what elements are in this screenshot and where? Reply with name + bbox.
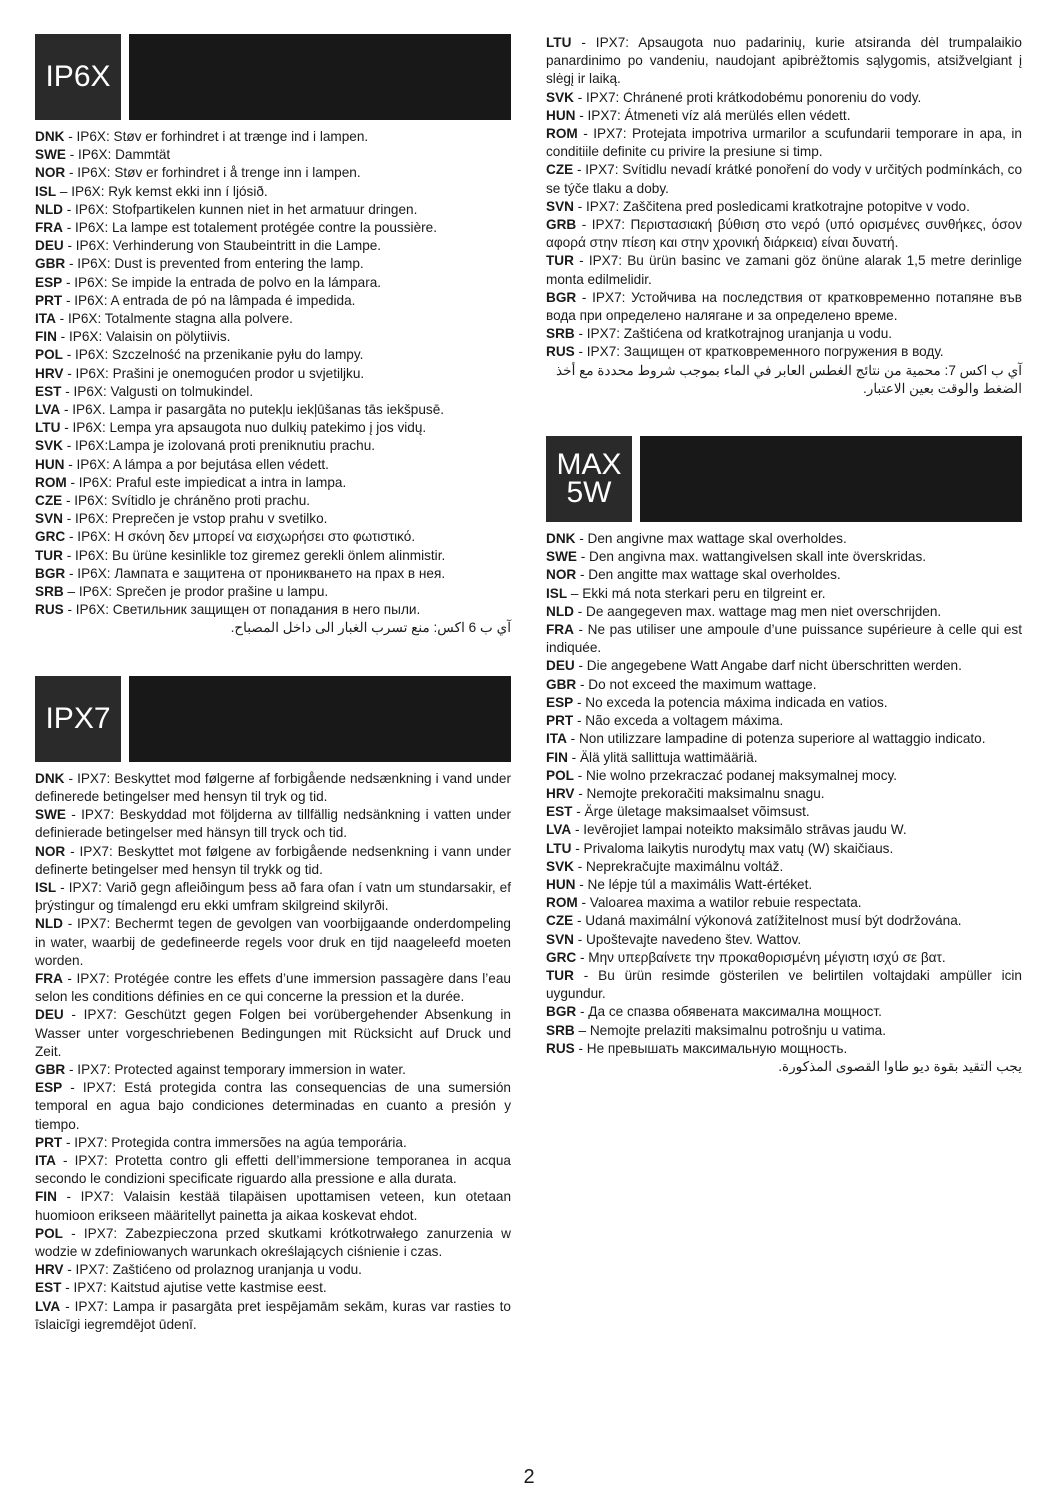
- entry-text: - IPX7: Valaisin kestää tilapäisen upottamisen veteen, kun otetaan huomioon erikseen määritellyt painetta ja aikaa koskevat ehdot.: [35, 1189, 511, 1223]
- right-column: [546, 34, 1022, 1114]
- language-entry: [546, 34, 1022, 89]
- language-entry: [35, 474, 511, 492]
- language-entry: [546, 931, 1022, 949]
- language-code: DEU: [35, 1007, 64, 1023]
- entry-text: - IP6X. Lampa ir pasargāta no putekļu iekļūšanas tās iekšpusē.: [60, 402, 445, 418]
- header-bar: [129, 34, 511, 120]
- language-code: SVN: [35, 511, 63, 527]
- entry-text: - IP6X: A lámpa a por bejutása ellen védett.: [64, 456, 329, 472]
- language-code: HUN: [546, 107, 576, 123]
- language-entry: [35, 1261, 511, 1279]
- language-entry: [35, 1298, 511, 1334]
- language-entry: [35, 310, 511, 328]
- entry-text: - IPX7: Kaitstud ajutise vette kastmise eest.: [61, 1280, 327, 1296]
- language-entry: [546, 821, 1022, 839]
- language-entry: [546, 876, 1022, 894]
- language-entry: [35, 383, 511, 401]
- language-entry: [35, 1079, 511, 1134]
- entry-text: - Ärge ületage maksimaalset võimsust.: [572, 804, 810, 820]
- entry-text: - Не превышать максимальную мощность.: [574, 1040, 848, 1056]
- language-code: BGR: [546, 1004, 577, 1020]
- language-entry: [546, 621, 1022, 657]
- language-entry: [35, 456, 511, 474]
- language-code: SWE: [546, 549, 577, 565]
- entry-text: - IPX7: Chránené proti krátkodobému ponoreniu do vody.: [573, 89, 922, 105]
- language-code: DEU: [546, 658, 575, 674]
- language-entry: [546, 198, 1022, 216]
- language-entry: [546, 125, 1022, 161]
- entry-text: - Ne pas utiliser une ampoule d’une puissance supérieure à celle qui est indiquée.: [546, 622, 1022, 656]
- entry-text: - IPX7: Varið gegn afleiðingum þess að fara ofan í vatn um stundarsakir, ef þrýstingur og tímalengd eru ekki umfram skilgreind skilyrði.: [35, 879, 511, 914]
- entry-text: - IPX7: Protetta contro gli effetti dell’immersione temporanea in acqua secondo le condizioni specificate riguardo alla pressione e alla durata.: [35, 1152, 511, 1187]
- language-entry: [35, 1152, 511, 1188]
- language-code: CZE: [546, 913, 574, 929]
- entry-text: - Udaná maximální výkonová zatížitelnost musí být dodržována.: [573, 913, 962, 929]
- language-entry: [546, 548, 1022, 566]
- language-code: DNK: [35, 770, 65, 786]
- entry-text: - Nie wolno przekraczać podanej maksymalnej mocy.: [573, 767, 898, 783]
- language-entry: [35, 201, 511, 219]
- language-entry: [35, 1225, 511, 1261]
- entry-text: - IP6X: Prašini je onemogućen prodor u svjetiljku.: [63, 365, 365, 381]
- language-entry: [546, 712, 1022, 730]
- language-entry: [546, 1022, 1022, 1040]
- max5w-section: [546, 436, 1022, 1076]
- language-entry: [546, 657, 1022, 675]
- language-entry: [35, 806, 511, 842]
- language-entry: [546, 89, 1022, 107]
- language-entry: [35, 565, 511, 583]
- entry-text: - Non utilizzare lampadine di potenza superiore al wattaggio indicato.: [566, 731, 986, 747]
- language-entry: [546, 767, 1022, 785]
- entry-text: - IPX7: Protejata impotriva urmarilor a scufundarii temporare in apa, in conditiile definite cu privire la presiune si timp.: [546, 126, 1022, 160]
- entry-text: - IP6X: Praful este impiedicat a intra in lampa.: [66, 474, 347, 490]
- language-code: NOR: [35, 165, 66, 181]
- language-entry: [35, 583, 511, 601]
- language-entry: [546, 803, 1022, 821]
- language-entry: [546, 894, 1022, 912]
- language-entry: [35, 146, 511, 164]
- language-entry: [35, 1188, 511, 1224]
- language-entry: [546, 161, 1022, 197]
- language-code: FRA: [35, 970, 63, 986]
- language-code: GRC: [546, 949, 577, 965]
- language-entry: [35, 915, 511, 970]
- entry-text: - No exceda la potencia máxima indicada en vatios.: [573, 694, 888, 710]
- language-entry: [35, 164, 511, 182]
- language-entry: [35, 346, 511, 364]
- entry-text: - Do not exceed the maximum wattage.: [576, 676, 817, 692]
- language-code: DNK: [35, 129, 65, 144]
- language-entry: [35, 1006, 511, 1061]
- language-entry: [546, 749, 1022, 767]
- language-code: HUN: [546, 876, 576, 892]
- entry-text: - IP6X: Lempa yra apsaugota nuo dulkių patekimo į jos vidų.: [60, 420, 427, 436]
- language-code: HUN: [35, 456, 65, 472]
- entry-text: - Älä ylitä sallittuja wattimääriä.: [567, 749, 758, 765]
- page-number: 2: [523, 1466, 535, 1488]
- entry-text: - Não exceda a voltagem máxima.: [573, 713, 784, 729]
- language-code: TUR: [546, 253, 574, 269]
- entry-text: – IP6X: Ryk kemst ekki inn í ljósið.: [56, 183, 268, 199]
- language-code: LTU: [546, 840, 572, 856]
- language-code: GBR: [35, 256, 66, 272]
- language-code: TUR: [35, 547, 63, 563]
- language-entry: [35, 219, 511, 237]
- language-entry: [35, 1279, 511, 1297]
- entry-text: - Μην υπερβαίνετε την προκαθορισμένη μέγιστη ισχύ σε βατ.: [576, 949, 946, 965]
- entry-text: - IPX7: Zabezpieczona przed skutkami krótkotrwałego zanurzenia w wodzie w zdefiniowanych warunkach określających ciśnienie i czas.: [35, 1225, 511, 1259]
- ipx7-label: IPX7: [35, 676, 121, 762]
- entry-text: - IP6X: Totalmente stagna alla polvere.: [55, 311, 293, 327]
- entry-text: - IP6X: Støv er forhindret i at trænge ind i lampen.: [64, 129, 369, 144]
- language-code: SVN: [546, 198, 574, 214]
- entry-text: - IPX7: Beskyttet mod følgerne af forbigående nedsænkning i vand under definerede betingelser med hensyn til tryk og tid.: [35, 770, 511, 804]
- entry-text: - IPX7: Zaštićeno od prolaznog uranjanja u vodu.: [63, 1262, 362, 1278]
- max5w-label: MAX 5W: [546, 436, 632, 522]
- language-code: LVA: [35, 1298, 61, 1314]
- language-code: CZE: [546, 162, 574, 178]
- language-entry: [35, 528, 511, 546]
- entry-text: - De aangegeven max. wattage mag men niet overschrijden.: [573, 603, 942, 619]
- entry-text: - Nemojte prekoračiti maksimalnu snagu.: [574, 785, 825, 801]
- language-entry: [546, 949, 1022, 967]
- language-entry: [35, 274, 511, 292]
- entry-text: – Ekki má nota sterkari peru en tilgreint er.: [567, 585, 826, 601]
- language-entry: [35, 328, 511, 346]
- language-code: HRV: [35, 365, 64, 381]
- language-code: DEU: [35, 238, 64, 254]
- language-entry: [35, 237, 511, 255]
- language-entry: [35, 255, 511, 273]
- language-code: SVK: [35, 438, 63, 454]
- language-entry: [35, 1061, 511, 1079]
- language-code: PRT: [35, 292, 63, 308]
- language-code: GBR: [35, 1061, 66, 1077]
- entry-text: - IP6X:Lampa je izolovaná proti preniknutiu prachu.: [62, 438, 376, 454]
- language-code: NLD: [35, 201, 63, 217]
- language-code: NOR: [35, 843, 66, 859]
- entry-text: - IPX7: Устойчива на последствия от кратковременно потапяне във вода при определено налягане и за определено време.: [546, 289, 1022, 324]
- language-code: SVK: [546, 858, 574, 874]
- ipx7-header: [35, 676, 511, 762]
- entry-text: - IP6X: Støv er forhindret i å trenge inn i lampen.: [65, 165, 361, 181]
- language-code: FIN: [35, 329, 57, 345]
- entry-text: - IP6X: Preprečen je vstop prahu v svetilko.: [62, 511, 328, 527]
- entry-text: - IPX7: Está protegida contra las consequencias de una sumersión temporal en agua bajo condiciones determinadas en cuanto a presión y tiempo.: [35, 1080, 511, 1132]
- language-entry: [546, 785, 1022, 803]
- language-entry: [35, 183, 511, 201]
- language-code: SRB: [546, 326, 575, 342]
- entry-text: - IPX7: Protégée contre les effets d’une immersion passagère dans l’eau selon les conditions définies en ce qui concerne la pression et la durée.: [35, 970, 511, 1005]
- entry-text: - Да се спазва обявената максимална мощност.: [576, 1004, 882, 1020]
- language-entry: [546, 676, 1022, 694]
- language-entry: [546, 603, 1022, 621]
- language-code: DNK: [546, 531, 576, 547]
- entry-text: - IP6X: Dammtät: [65, 147, 171, 163]
- max5w-header: [546, 436, 1022, 522]
- language-code: EST: [35, 1280, 62, 1296]
- max5w-entries: [546, 530, 1022, 1058]
- ipx7-section: [35, 676, 511, 1334]
- language-code: POL: [35, 1225, 63, 1241]
- language-entry: [546, 858, 1022, 876]
- language-code: RUS: [35, 602, 64, 618]
- language-entry: [546, 730, 1022, 748]
- language-code: SRB: [546, 1022, 575, 1038]
- entry-text: - IPX7: Zaščitena pred posledicami kratkotrajne potopitve v vodo.: [573, 198, 970, 214]
- language-entry: [546, 216, 1022, 252]
- language-entry: [35, 401, 511, 419]
- entry-text: - IP6X: Светильник защищен от попадания в него пыли.: [63, 602, 421, 618]
- language-code: ROM: [546, 126, 578, 142]
- language-code: FRA: [546, 622, 574, 638]
- header-bar: [640, 436, 1022, 522]
- entry-text: - IPX7: Protected against temporary immersion in water.: [65, 1061, 406, 1077]
- entry-text: - IP6X: Bu ürüne kesinlikle toz giremez gerekli önlem alinmistir.: [62, 547, 446, 563]
- ipx7-arabic-text: آي ب اكس 7: محمية من نتائج الغطس العابر في الماء بموجب شروط محددة مع أخذ الضغط والوقت بعين الاعتبار.: [556, 362, 1022, 396]
- language-code: BGR: [546, 289, 577, 305]
- language-entry: [35, 1134, 511, 1152]
- language-code: FRA: [35, 220, 63, 236]
- language-code: FIN: [35, 1189, 57, 1205]
- entry-text: - IPX7: Περιστασιακή βύθιση στο νερό (υπό ορισμένες συνθήκες, όσον αφορά στην πίεση και στην χρονική διάρκεια) είναι δυνατή.: [546, 217, 1022, 251]
- entry-text: - Valoarea maxima a watilor rebuie respectata.: [577, 895, 862, 911]
- ip6x-section: [35, 34, 511, 638]
- entry-text: - Bu ürün resimde gösterilen ve belirtilen voltajdaki ampüller icin uygundur.: [546, 967, 1022, 1002]
- language-code: NOR: [546, 567, 577, 583]
- language-entry: [546, 530, 1022, 548]
- entry-text: - IPX7: Защищен от кратковременного погружения в воду.: [574, 344, 944, 360]
- language-code: SWE: [35, 147, 66, 163]
- language-code: ITA: [35, 1152, 56, 1168]
- entry-text: - IP6X: Dust is prevented from entering the lamp.: [65, 256, 364, 272]
- entry-text: - IPX7: Beskyttet mot følgene av forbigående nedsenkning i vann under definerte betingelser med hensyn til trykk og tid.: [35, 843, 511, 877]
- entry-text: - Upoštevajte navedeno štev. Wattov.: [573, 931, 802, 947]
- entry-text: - Privaloma laikytis nurodytų max vatų (W) skaičiaus.: [571, 840, 894, 856]
- language-entry: [546, 566, 1022, 584]
- entry-text: - IP6X: Stofpartikelen kunnen niet in het armatuur dringen.: [62, 201, 418, 217]
- language-entry: [35, 843, 511, 879]
- language-code: LTU: [35, 420, 61, 436]
- language-code: POL: [546, 767, 574, 783]
- entry-text: - IP6X: Valaisin on pölytiivis.: [56, 329, 231, 345]
- ipx7-continued-section: [546, 34, 1022, 398]
- language-entry: [35, 547, 511, 565]
- entry-text: - IPX7: Átmeneti víz alá merülés ellen védett.: [575, 107, 851, 123]
- language-code: ITA: [35, 311, 56, 327]
- language-entry: [546, 343, 1022, 361]
- language-code: LTU: [546, 35, 572, 50]
- entry-text: - IPX7: Apsaugota nuo padarinių, kurie atsiranda dėl trumpalaikio panardinimo po vandeniu, naudojant apibrėžtomis sąlygomis, atsižvelgiant į slėgį ir laiką.: [546, 35, 1022, 87]
- language-entry: [35, 770, 511, 806]
- language-code: ROM: [35, 474, 67, 490]
- entry-text: - IPX7: Lampa ir pasargāta pret iespējamām sekām, kuras var rasties to īslaicīgi iegremdējot ūdenī.: [35, 1298, 511, 1332]
- entry-text: - IP6X: Svítidlo je chráněno proti prachu.: [62, 493, 311, 509]
- max5w-arabic-text: يجب التقيد بقوة ديو طاوا القصوى المذكورة.: [778, 1058, 1022, 1074]
- language-code: NLD: [546, 603, 574, 619]
- language-code: ISL: [35, 183, 57, 199]
- ipx7-entries: [35, 770, 511, 1334]
- language-code: EST: [546, 804, 573, 820]
- entry-text: – Nemojte prelaziti maksimalnu potrošnju u vatima.: [574, 1022, 886, 1038]
- language-code: POL: [35, 347, 63, 363]
- language-entry: [35, 437, 511, 455]
- entry-text: - IPX7: Protegida contra immersões na agúa temporária.: [62, 1134, 407, 1150]
- entry-text: - Die angegebene Watt Angabe darf nicht überschritten werden.: [574, 658, 962, 674]
- language-entry: [546, 912, 1022, 930]
- ip6x-label: IP6X: [35, 34, 121, 120]
- entry-text: - Den angivne max wattage skal overholdes.: [575, 531, 847, 547]
- language-code: SRB: [35, 584, 64, 600]
- language-entry: [546, 107, 1022, 125]
- language-entry: [546, 1040, 1022, 1058]
- language-code: GRC: [35, 529, 66, 545]
- language-code: SVK: [546, 89, 574, 105]
- language-code: PRT: [35, 1134, 63, 1150]
- language-code: BGR: [35, 565, 66, 581]
- language-entry: [546, 252, 1022, 288]
- language-entry: [546, 1003, 1022, 1021]
- language-code: ISL: [35, 879, 57, 895]
- entry-text: - Den angitte max wattage skal overholdes.: [576, 567, 841, 583]
- entry-text: - IPX7: Bechermt tegen de gevolgen van voorbijgaande onderdompeling in water, waarbij de gedefineerde regels voor druk en tijd naageleefd moeten worden.: [35, 916, 511, 968]
- language-code: SWE: [35, 807, 66, 823]
- language-entry: [35, 970, 511, 1006]
- language-code: HRV: [35, 1262, 64, 1278]
- entry-text: - IPX7: Geschützt gegen Folgen bei vorübergehender Absenkung in Wasser unter vorgeschriebenen Bedingungen mit Rücksicht auf Druck und Zeit.: [35, 1007, 511, 1059]
- language-code: RUS: [546, 344, 575, 360]
- language-code: EST: [35, 383, 62, 399]
- language-code: GRB: [546, 217, 577, 233]
- language-entry: [35, 601, 511, 619]
- entry-text: - IPX7: Svítidlu nevadí krátké ponoření do vody v určitých podmínkách, co se týče tlaku a doby.: [546, 162, 1023, 196]
- language-code: FIN: [546, 749, 568, 765]
- language-code: GBR: [546, 676, 577, 692]
- entry-text: - IP6X: Лампата е защитена от проникването на прах в нея.: [65, 565, 446, 581]
- language-entry: [546, 967, 1022, 1003]
- entry-text: - IPX7: Zaštićena od kratkotrajnog uranjanja u vodu.: [574, 326, 893, 342]
- entry-text: – IP6X: Sprečen je prodor prašine u lampu.: [63, 584, 329, 600]
- ip6x-header: [35, 34, 511, 120]
- language-code: ROM: [546, 895, 578, 911]
- language-code: LVA: [546, 822, 572, 838]
- entry-text: - IP6X: Verhinderung von Staubeintritt in die Lampe.: [63, 238, 382, 254]
- language-entry: [546, 840, 1022, 858]
- language-code: NLD: [35, 916, 63, 932]
- language-code: ESP: [35, 1080, 63, 1096]
- language-code: ESP: [35, 274, 63, 290]
- language-entry: [35, 365, 511, 383]
- entry-text: - IPX7: Beskyddad mot följderna av tillfällig nedsänkning i vatten under definierade betingelser med hänsyn till tryck och tid.: [35, 807, 511, 841]
- language-code: HRV: [546, 785, 575, 801]
- left-column: [35, 34, 511, 1372]
- entry-text: - Den angivna max. wattangivelsen skall inte överskridas.: [576, 549, 927, 565]
- language-entry: [35, 879, 511, 915]
- language-entry: [35, 492, 511, 510]
- language-code: RUS: [546, 1040, 575, 1056]
- header-bar: [129, 676, 511, 762]
- ipx7-continued-entries: [546, 34, 1022, 362]
- language-code: ESP: [546, 694, 574, 710]
- entry-text: - IP6X: A entrada de pó na lâmpada é impedida.: [62, 292, 356, 308]
- language-entry: [35, 419, 511, 437]
- entry-text: - Ne lépje túl a maximális Watt-értéket.: [575, 876, 813, 892]
- entry-text: - IP6X: Se impide la entrada de polvo en la lámpara.: [62, 274, 382, 290]
- entry-text: - IP6X: Η σκόνη δεν μπορεί να εισχωρήσει στο φωτιστικό.: [65, 529, 416, 545]
- entry-text: - IP6X: La lampe est totalement protégée contre la poussière.: [62, 220, 437, 236]
- language-entry: [546, 325, 1022, 343]
- language-entry: [35, 510, 511, 528]
- language-entry: [35, 128, 511, 146]
- entry-text: - Ievērojiet lampai noteikto maksimālo strāvas jaudu W.: [571, 822, 907, 838]
- entry-text: - IP6X: Valgusti on tolmukindel.: [61, 383, 254, 399]
- language-entry: [546, 289, 1022, 325]
- language-code: LVA: [35, 402, 61, 418]
- language-entry: [35, 292, 511, 310]
- entry-text: - IP6X: Szczelność na przenikanie pyłu do lampy.: [62, 347, 364, 363]
- language-code: SVN: [546, 931, 574, 947]
- language-entry: [546, 585, 1022, 603]
- language-code: CZE: [35, 493, 63, 509]
- entry-text: - IPX7: Bu ürün basinc ve zamani göz önüne alarak 1,5 metre derinlige monta edilmelidir.: [546, 253, 1022, 287]
- language-entry: [546, 694, 1022, 712]
- language-code: ITA: [546, 731, 567, 747]
- language-code: PRT: [546, 713, 574, 729]
- language-code: TUR: [546, 967, 574, 983]
- ip6x-arabic-text: آي ب 6 اكس: منع تسرب الغبار الى داخل المصباح.: [230, 620, 511, 636]
- language-code: ISL: [546, 585, 568, 601]
- ip6x-entries: [35, 128, 511, 619]
- entry-text: - Neprekračujte maximálnu voltáž.: [573, 858, 784, 874]
